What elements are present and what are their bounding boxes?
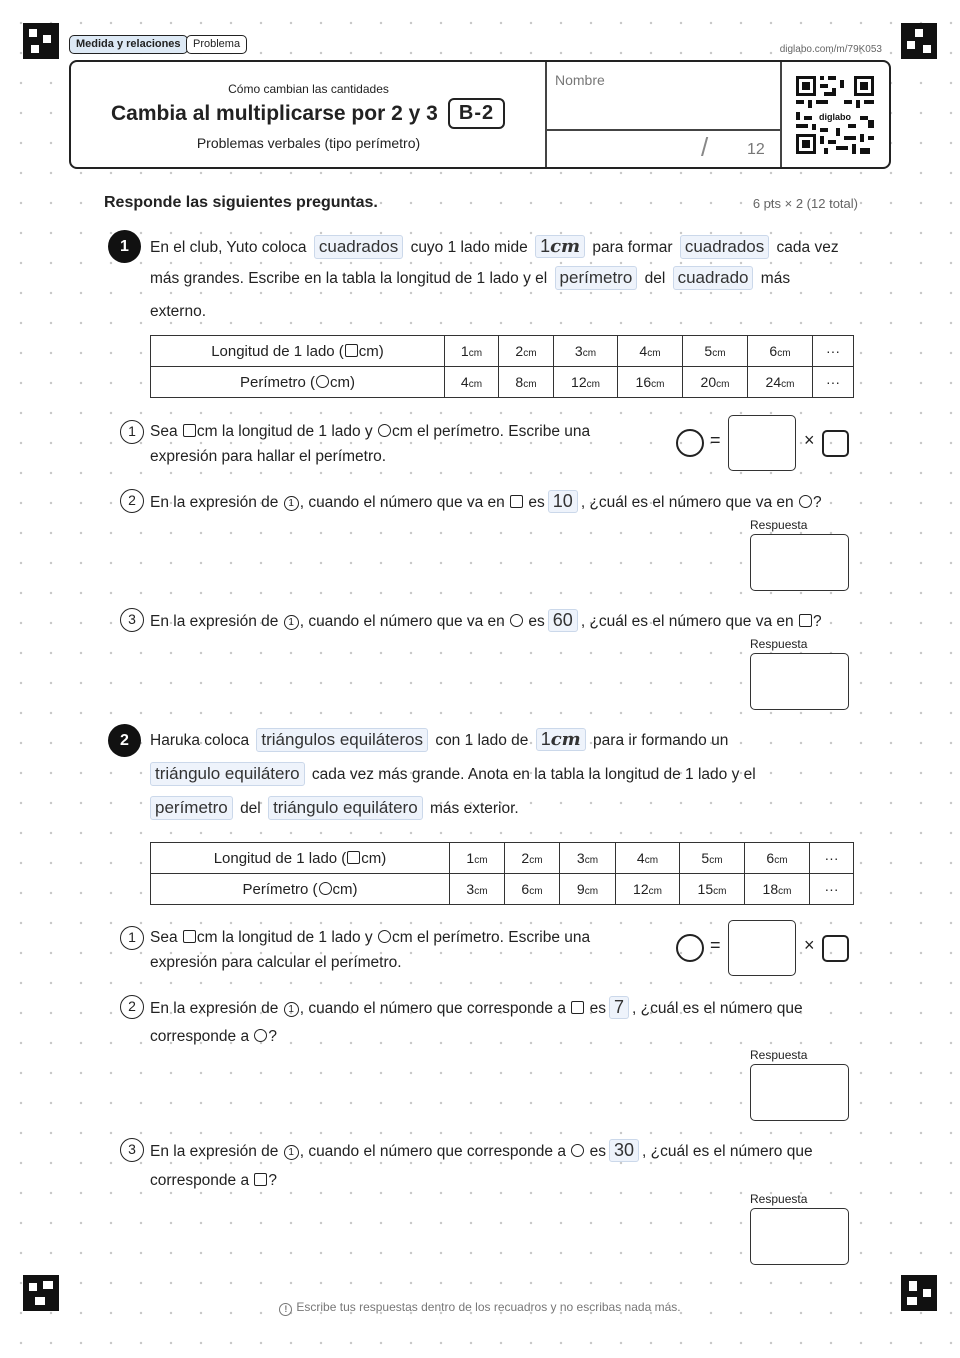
table-cell: 1cm <box>445 336 499 367</box>
table-row <box>151 336 854 367</box>
table-cell: 24cm <box>748 367 813 398</box>
problem-number: 2 <box>108 724 141 757</box>
problem-number: 1 <box>108 230 141 263</box>
circle-icon <box>676 934 704 962</box>
question-text: corresponde a ? <box>150 1172 278 1189</box>
equals-sign: = <box>710 430 721 450</box>
table-cell: 5cm <box>680 843 745 874</box>
answer-label: Respuesta <box>750 637 808 651</box>
highlight-term: triángulo equilátero <box>150 762 305 786</box>
question-text: expresión para hallar el perímetro. <box>150 448 387 465</box>
footer-note <box>0 1300 960 1316</box>
length-value: 1 <box>540 729 551 749</box>
highlight-term: perímetro <box>150 796 233 820</box>
corner-marker-top-right <box>901 23 937 59</box>
problem-1-text-line-1 <box>150 235 839 259</box>
text: del <box>644 270 666 287</box>
header-divider <box>545 129 781 131</box>
question-text: En la expresión de 1 , cuando el número que va en es 60 , ¿cuál es el número que va en ? <box>150 610 822 630</box>
row-header-side: Longitud de 1 lado ( cm) <box>151 336 445 367</box>
score-total: 12 <box>747 141 765 158</box>
answer-box[interactable] <box>750 653 849 710</box>
table-cell: 1cm <box>450 843 505 874</box>
worksheet-code: B-2 <box>448 98 505 129</box>
category-tag: Medida y relaciones <box>69 35 188 54</box>
text: más grandes. Escribe en la tabla la longitud de 1 lado y el <box>150 270 548 287</box>
table-cell: 2cm <box>505 843 560 874</box>
text: con 1 lado de <box>435 732 529 749</box>
table-cell: 12cm <box>554 367 618 398</box>
points-info: 6 pts × 2 (12 total) <box>752 196 858 211</box>
question-number: 2 <box>120 995 144 1019</box>
highlight-term: triángulo equilátero <box>268 796 423 820</box>
highlight-term: triángulos equiláteros <box>256 728 428 752</box>
table-cell: 20cm <box>683 367 748 398</box>
table-cell: 18cm <box>745 874 810 905</box>
length-unit: cm <box>550 729 581 750</box>
table-cell: 3cm <box>554 336 618 367</box>
highlight-value: 7 <box>609 996 629 1019</box>
corner-marker-top-left <box>23 23 59 59</box>
question-number: 1 <box>120 926 144 950</box>
problem-1-text-line-3: externo. <box>150 303 207 320</box>
footer-text: Escribe tus respuestas dentro de los recuadros y no escribas nada más. <box>296 1300 681 1314</box>
question-text: En la expresión de 1 , cuando el número que corresponde a es 7 , ¿cuál es el número que <box>150 997 803 1017</box>
highlight-length <box>535 235 585 258</box>
highlight-value: 60 <box>548 609 578 632</box>
problem-1-table <box>150 335 854 398</box>
table-cell: 15cm <box>680 874 745 905</box>
text: En el club, Yuto coloca <box>150 239 307 256</box>
highlight-value: 10 <box>548 490 578 513</box>
text: cada vez <box>776 239 839 256</box>
text: para formar <box>592 239 673 256</box>
question-number: 3 <box>120 608 144 632</box>
square-icon <box>822 430 849 457</box>
table-cell: 9cm <box>560 874 616 905</box>
type-tag: Problema <box>186 35 247 54</box>
problem-2-text-line-2 <box>150 762 756 786</box>
header-divider <box>545 62 547 167</box>
problem-1-text-line-2 <box>150 266 790 290</box>
length-value: 1 <box>540 236 551 256</box>
table-cell: 3cm <box>450 874 505 905</box>
text: Haruka coloca <box>150 732 250 749</box>
times-sign: × <box>804 935 815 955</box>
table-cell: 4cm <box>618 336 683 367</box>
table-cell: 6cm <box>748 336 813 367</box>
answer-box[interactable] <box>750 1064 849 1121</box>
highlight-term: perímetro <box>555 266 638 290</box>
table-cell: 8cm <box>499 367 554 398</box>
question-number: 2 <box>120 489 144 513</box>
row-header-perimeter: Perímetro ( cm) <box>151 367 445 398</box>
problem-2-table <box>150 842 854 905</box>
highlight-term: cuadrados <box>680 235 769 259</box>
answer-box[interactable] <box>750 534 849 591</box>
question-text: corresponde a ? <box>150 1028 278 1045</box>
source-url: diglabo.com/m/79K053 <box>779 44 882 55</box>
table-cell: 4cm <box>616 843 680 874</box>
row-header-perimeter: Perímetro ( cm) <box>151 874 450 905</box>
question-number: 3 <box>120 1138 144 1162</box>
table-cell: 5cm <box>683 336 748 367</box>
problem-2-text-line-3 <box>150 796 519 820</box>
question-text: expresión para calcular el perímetro. <box>150 954 402 971</box>
table-cell: 6cm <box>505 874 560 905</box>
table-cell-ellipsis: ··· <box>813 367 854 398</box>
table-cell: 12cm <box>616 874 680 905</box>
text: para ir formando un <box>593 732 729 749</box>
table-cell: 2cm <box>499 336 554 367</box>
length-unit: cm <box>550 236 581 257</box>
problem-2-text-line-1 <box>150 728 728 752</box>
table-row <box>151 367 854 398</box>
answer-box[interactable] <box>750 1208 849 1265</box>
times-sign: × <box>804 430 815 450</box>
table-cell: 6cm <box>745 843 810 874</box>
table-row <box>151 874 854 905</box>
answer-label: Respuesta <box>750 1048 808 1062</box>
text: del <box>240 800 261 817</box>
qr-label: diglabo <box>819 112 851 122</box>
square-icon <box>822 935 849 962</box>
question-number: 1 <box>120 420 144 444</box>
expression-template <box>676 920 856 978</box>
header-subtitle: Cómo cambian las cantidades <box>228 82 389 96</box>
score-slash: / <box>701 132 709 162</box>
table-row <box>151 843 854 874</box>
coefficient-input-box[interactable] <box>728 920 796 976</box>
header-description: Problemas verbales (tipo perímetro) <box>196 135 421 151</box>
instructions: Responde las siguientes preguntas. <box>104 194 378 211</box>
table-cell: 16cm <box>618 367 683 398</box>
qr-code-icon <box>794 74 876 156</box>
circle-icon <box>676 429 704 457</box>
question-text: En la expresión de 1 , cuando el número que corresponde a es 30 , ¿cuál es el número que <box>150 1140 813 1160</box>
coefficient-input-box[interactable] <box>728 415 796 471</box>
page-title: Cambia al multiplicarse por 2 y 3 <box>111 102 438 125</box>
table-cell-ellipsis: ··· <box>813 336 854 367</box>
answer-label: Respuesta <box>750 1192 808 1206</box>
table-cell: 4cm <box>445 367 499 398</box>
answer-label: Respuesta <box>750 518 808 532</box>
table-cell-ellipsis: ··· <box>810 874 854 905</box>
text: más <box>760 270 791 287</box>
worksheet-header <box>69 60 891 169</box>
name-field-label: Nombre <box>555 72 605 88</box>
question-text: Sea cm la longitud de 1 lado y cm el perímetro. Escribe una <box>150 929 591 946</box>
text: cada vez más grande. Anota en la tabla la longitud de 1 lado y el <box>311 766 756 783</box>
highlight-length <box>536 728 586 751</box>
highlight-value: 30 <box>609 1139 639 1162</box>
question-text: En la expresión de 1 , cuando el número que va en es 10 , ¿cuál es el número que va en ? <box>150 491 822 511</box>
table-cell-ellipsis: ··· <box>810 843 854 874</box>
equals-sign: = <box>710 935 721 955</box>
highlight-term: cuadrado <box>673 266 754 290</box>
question-text: Sea cm la longitud de 1 lado y cm el perímetro. Escribe una <box>150 423 591 440</box>
info-icon: ! <box>279 1303 292 1316</box>
expression-template <box>676 415 856 473</box>
text: más exterior. <box>429 800 519 817</box>
highlight-term: cuadrados <box>314 235 403 259</box>
header-divider <box>780 62 782 167</box>
row-header-side: Longitud de 1 lado ( cm) <box>151 843 450 874</box>
text: cuyo 1 lado mide <box>410 239 528 256</box>
table-cell: 3cm <box>560 843 616 874</box>
